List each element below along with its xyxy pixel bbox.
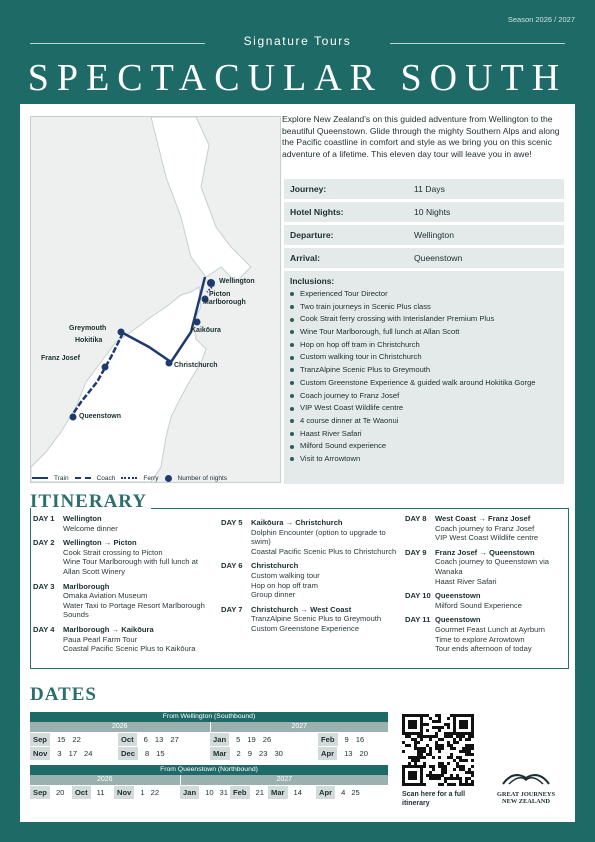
bullet-icon [290,318,294,322]
day-activity: Custom Greenstone Experience [251,623,360,633]
bullet-icon [290,407,294,411]
bullet-icon [290,419,294,423]
inclusions-list [290,288,558,466]
bullet-icon [290,368,294,372]
month-label: Apr [316,786,335,799]
legend-coach: Coach [96,474,116,482]
train-line-icon [32,477,48,479]
place-label: Marlborough [203,299,246,306]
place-label: Picton [209,291,231,298]
day-number: DAY 2 [33,538,55,548]
date-value: 10 [205,788,214,797]
day-activity: Cook Strait crossing to Picton [63,547,163,557]
brand-logo [486,770,566,805]
date-value: 2 [236,749,241,758]
date-value: 15 [56,735,66,744]
year-label: 2027 [210,722,389,732]
day-activity: Haast River Safari [435,576,497,586]
list-item [290,364,558,377]
list-item [290,326,558,339]
bullet-icon [290,330,294,334]
itinerary-column [33,514,213,659]
route-map [30,116,281,483]
day-activity: TranzAlpine Scenic Plus to Greymouth [251,614,382,624]
fact-row [284,225,564,245]
bullet-icon [290,381,294,385]
day-activity: Dolphin Encounter (option to upgrade to swim) [251,527,386,547]
list-item [290,428,558,441]
day-number: DAY 5 [221,518,243,527]
month-label: Apr [318,747,337,760]
day-activity: Water Taxi to Portage Resort Marlborough Sounds [63,600,205,620]
legend-train: Train [54,474,69,482]
date-value: 4 [341,788,346,797]
day-number: DAY 9 [405,547,427,557]
day-activity: Paua Pearl Farm Tour [63,634,138,644]
bullet-icon [290,343,294,347]
place-label: Kaikōura [191,327,221,334]
northbound-label: From Queenstown (Northbound) [30,765,388,775]
fact-key: Departure: [290,230,334,240]
day-activity: Welcome dinner [63,523,118,533]
year-label: 2026 [30,775,180,785]
scan-label: Scan here for a full itinerary [402,791,466,807]
list-item [290,390,558,403]
itinerary-day [405,591,565,610]
qr-code[interactable] [402,714,474,786]
day-activity: Wine Tour Marlborough with full lunch at Allan Scott Winery [63,557,198,576]
date-value: 3 [57,749,62,758]
itinerary-day [33,582,213,620]
inclusion-text: TranzAlpine Scenic Plus to Greymouth [300,365,431,375]
page-title: SPECTACULAR SOUTH [27,57,568,99]
month-label: Oct [72,786,91,799]
itinerary-day [221,605,399,634]
day-place: Wellington [63,514,102,523]
bullet-icon [290,432,294,436]
date-value: 21 [255,788,264,797]
itinerary-day [221,518,399,556]
itinerary-column [221,518,399,639]
day-number: DAY 6 [221,561,243,571]
day-place: Wellington → Picton [63,538,137,548]
itinerary-day [405,615,565,653]
month-label: Sep [30,786,50,799]
year-label: 2027 [180,775,388,785]
date-value: 30 [274,749,283,758]
fact-row [284,179,564,199]
year-row [30,722,388,732]
date-value: 9 [247,749,252,758]
day-activity: Group dinner [251,590,296,600]
fact-row [284,248,564,268]
date-value: 25 [351,788,360,797]
date-value: 15 [156,749,165,758]
day-number: DAY 11 [405,615,431,625]
fact-value: Wellington [414,230,454,240]
date-value: 13 [344,749,353,758]
dates-title: DATES [30,684,97,705]
list-item [290,301,558,314]
inclusion-text: VIP West Coast Wildlife centre [300,403,404,413]
month-label: Jan [210,733,229,746]
date-row [30,786,388,799]
brand-name: GREAT JOURNEYS [496,791,556,798]
brand-subname: NEW ZEALAND [502,798,550,805]
bullet-icon [290,457,294,461]
inclusion-text: Coach journey to Franz Josef [300,390,400,400]
date-value: 23 [258,749,268,758]
itinerary-box [30,508,569,669]
day-activity: Coach journey to Queenstown via Wanaka [435,557,549,576]
bullet-icon [290,445,294,449]
date-row [30,733,388,746]
inclusion-text: Milford Sound experience [300,441,387,451]
inclusion-text: Visit to Arrowtown [300,453,361,463]
date-value: 27 [170,735,179,744]
itinerary-day [405,548,565,586]
list-item [290,313,558,326]
facts-table [284,179,564,271]
month-label: Dec [118,747,138,760]
inclusions-title: Inclusions: [290,276,335,286]
month-label: Mar [268,786,288,799]
date-value: 14 [293,788,302,797]
day-number: DAY 8 [405,514,427,523]
inclusion-text: Two train journeys in Scenic Plus class [300,301,431,311]
date-value: 1 [140,788,145,797]
place-label: Greymouth [69,325,107,332]
day-place: Kaikōura → Christchurch [251,518,343,527]
intro-text: Explore New Zealand’s on this guided adventure from Wellington to the beautiful Queenstown. Glide through the mighty Southern Alps and along the Pacific coastline in comfort and style as we bring you on this scenic adventure of a lifetime. This eleven day tour will leave you in awe! [282,114,560,159]
place-label: Christchurch [174,362,218,369]
coach-line-icon [75,477,91,479]
list-item [290,440,558,453]
day-number: DAY 10 [405,591,431,601]
inclusion-text: Wine Tour Marlborough, full lunch at Allan Scott [300,327,460,337]
month-label: Feb [318,733,338,746]
list-item [290,415,558,428]
day-activity: Milford Sound Experience [435,600,522,610]
fact-row [284,202,564,222]
place-label: Franz Josef [41,355,80,362]
season-label: Season 2026 / 2027 [507,15,575,24]
day-activity: Tour ends afternoon of today [435,644,532,654]
day-place: West Coast → Franz Josef [435,514,531,523]
inclusion-text: Custom walking tour in Christchurch [300,352,422,362]
day-place: Franz Josef → Queenstown [435,547,535,557]
day-place: Queenstown [435,591,481,601]
fact-key: Journey: [290,184,327,194]
legend-nights: Number of nights [177,474,228,482]
series-title: Signature Tours [243,34,352,48]
inclusion-text: Experienced Tour Director [300,289,388,298]
day-activity: VIP West Coast Wildlife centre [435,533,539,543]
inclusion-text: Cook Strait ferry crossing with Interislander Premium Plus [300,314,495,324]
date-value: 24 [84,749,93,758]
bullet-icon [290,394,294,398]
month-label: Sep [30,733,50,746]
itinerary-day [221,561,399,599]
itinerary-day [405,514,565,543]
date-value: 22 [150,788,160,797]
day-place: Marlborough [63,581,110,591]
date-value: 26 [262,735,272,744]
inclusion-text: 4 course dinner at Te Waonui [300,415,399,425]
inclusion-text: Haast River Safari [300,428,362,438]
fact-key: Arrival: [290,253,321,263]
list-item [290,453,558,466]
day-activity: Omaka Aviation Museum [63,591,148,601]
list-item [290,288,558,301]
date-value: 11 [96,788,105,797]
day-activity: Coach journey to Franz Josef [435,523,535,533]
legend-ferry: Ferry [143,474,159,482]
day-number: DAY 7 [221,604,243,614]
date-value: 20 [359,749,368,758]
month-label: Feb [230,786,250,799]
list-item [290,339,558,352]
inclusions-box [284,271,564,484]
date-value: 6 [143,735,148,744]
inclusion-text: Hop on hop off tram in Christchurch [300,339,420,349]
itinerary-day [33,514,213,533]
southbound-label: From Wellington (Southbound) [30,712,388,722]
wave-logo-icon [501,770,551,786]
day-place: Christchurch → West Coast [251,604,352,614]
year-row [30,775,388,785]
place-label: Queenstown [79,413,122,420]
place-label: Hokitika [75,337,103,344]
day-activity: Custom walking tour [251,570,320,580]
place-label: Wellington [219,278,255,285]
month-label: Mar [210,747,230,760]
itinerary-day [33,538,213,576]
day-place: Christchurch [251,561,299,571]
list-item [290,402,558,415]
day-activity: Gourmet Feast Lunch at Ayrburn [435,624,546,634]
itinerary-column [405,514,565,659]
day-activity: Time to explore Arrowtown [435,634,525,644]
itinerary-title: ITINERARY [30,491,148,512]
month-label: Jan [180,786,199,799]
day-number: DAY 4 [33,624,55,634]
date-value: 31 [219,788,228,797]
fact-value: 11 Days [414,184,445,194]
list-item [290,351,558,364]
year-label: 2026 [30,722,210,732]
itinerary-day [33,625,213,654]
inclusion-text: Custom Greenstone Experience & guided walk around Hokitika Gorge [300,377,536,387]
day-number: DAY 3 [33,581,55,591]
date-value: 19 [247,735,256,744]
fact-value: 10 Nights [414,207,451,217]
date-value: 5 [236,735,241,744]
day-activity: Coastal Pacific Scenic Plus to Kaikōura [63,644,196,654]
date-value: 17 [68,749,78,758]
day-activity: Hop on hop off tram [251,580,318,590]
month-label: Oct [118,733,137,746]
date-value: 16 [355,735,365,744]
nights-dot-icon [165,475,172,482]
map-legend [30,472,281,484]
fact-key: Hotel Nights: [290,207,344,217]
bullet-icon [290,356,294,360]
bullet-icon [290,292,294,296]
ferry-line-icon [121,477,137,479]
month-label: Nov [114,786,134,799]
fact-value: Queenstown [414,253,463,263]
date-row [30,747,388,760]
dates-table [30,712,388,799]
date-value: 8 [144,749,150,758]
day-place: Marlborough → Kaikōura [63,624,154,634]
day-number: DAY 1 [33,514,55,523]
date-value: 13 [154,735,164,744]
bullet-icon [290,305,294,309]
day-place: Queenstown [435,615,481,625]
day-activity: Coastal Pacific Scenic Plus to Christchurch [251,546,397,556]
list-item [290,377,558,390]
date-value: 22 [72,735,81,744]
date-value: 20 [55,788,65,797]
date-value: 9 [344,735,349,744]
month-label: Nov [30,747,50,760]
